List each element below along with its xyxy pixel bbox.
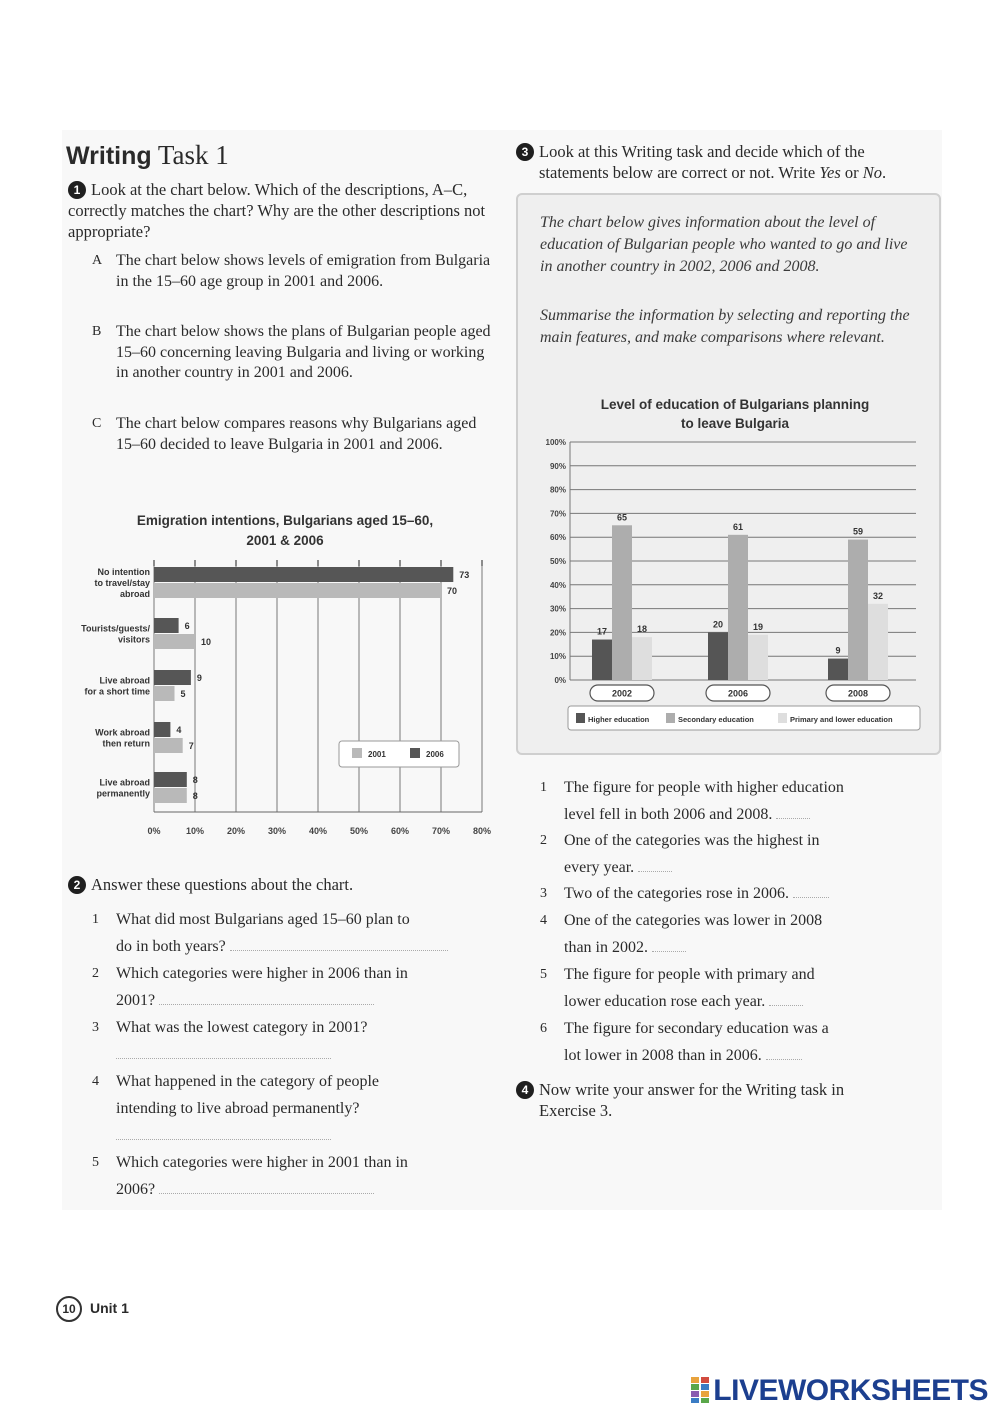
bar-value-label: 8	[192, 775, 198, 785]
question-text: What did most Bulgarians aged 15–60 plan to	[116, 911, 410, 928]
chart2-title	[560, 395, 910, 433]
y-tick-label: 30%	[549, 604, 566, 614]
y-tick-label: 80%	[549, 485, 566, 495]
y-tick-label: 90%	[549, 461, 566, 471]
chart1-title-line2: 2001 & 2006	[246, 533, 324, 548]
bar-value-label: 20	[712, 619, 724, 630]
statement-number: 6	[540, 1021, 547, 1036]
x-tick-label: 30%	[267, 826, 287, 836]
bar-2001	[154, 686, 175, 701]
option-b	[92, 322, 492, 384]
answer-blank[interactable]	[638, 861, 672, 872]
page-title	[66, 140, 229, 171]
question-text: What was the lowest category in 2001?	[116, 1019, 368, 1036]
bar-secondary-education	[848, 540, 868, 680]
answer-blank[interactable]	[159, 1183, 374, 1194]
chart1-title-line1: Emigration intentions, Bulgarians aged 15–60,	[136, 513, 434, 528]
question-5	[92, 1149, 492, 1203]
answer-blank[interactable]	[116, 1129, 331, 1140]
question-number: 4	[92, 1074, 99, 1089]
category-label: Live abroad	[99, 675, 150, 686]
category-label: for a short time	[84, 686, 150, 697]
category-label: Tourists/guests/	[81, 623, 150, 634]
option-c	[92, 414, 492, 455]
bar-value-label: 5	[180, 689, 186, 699]
x-tick-label: 80%	[472, 826, 492, 836]
x-tick-label: 20%	[226, 826, 246, 836]
statement-text: Two of the categories rose in 2006.	[564, 885, 790, 902]
statement-1	[540, 774, 940, 828]
unit-label: Unit 1	[90, 1300, 129, 1316]
answer-blank[interactable]	[769, 995, 803, 1006]
statement-text: lot lower in 2008 than in 2006.	[564, 1047, 762, 1064]
bar-value-label: 7	[188, 741, 194, 751]
question-text: intending to live abroad permanently?	[116, 1100, 360, 1117]
bar-primary-and-lower-education	[748, 635, 768, 680]
category-label: No intention	[97, 567, 150, 577]
bar-2006	[154, 722, 170, 737]
y-tick-label: 20%	[549, 628, 566, 638]
question-text: 2006?	[116, 1181, 156, 1198]
category-label: abroad	[119, 589, 150, 599]
liveworksheets-logo-icon	[691, 1377, 709, 1403]
bar-value-label: 9	[835, 645, 841, 656]
category-label: visitors	[117, 634, 150, 645]
bar-higher-education	[708, 632, 728, 680]
question-text: Which categories were higher in 2001 than in	[116, 1154, 408, 1171]
statement-text: The figure for secondary education was a	[564, 1020, 829, 1037]
question-2	[92, 960, 492, 1014]
answer-blank[interactable]	[116, 1048, 331, 1059]
exercise-3-number-icon: 3	[516, 143, 534, 161]
liveworksheets-logo[interactable]	[691, 1374, 988, 1408]
bar-2006	[154, 670, 191, 685]
exercise-3-text: .	[882, 163, 887, 182]
legend-label: 2006	[426, 750, 444, 759]
category-label: 2002	[611, 688, 633, 699]
chart2-title-line1: Level of education of Bulgarians planning	[600, 397, 870, 412]
option-letter: B	[92, 324, 102, 339]
answer-blank[interactable]	[652, 941, 686, 952]
bar-secondary-education	[728, 535, 748, 680]
answer-blank[interactable]	[159, 994, 374, 1005]
legend-swatch	[666, 713, 675, 723]
legend-swatch	[352, 748, 362, 758]
bar-higher-education	[592, 640, 612, 680]
bar-2006	[154, 567, 453, 582]
bar-2001	[154, 738, 183, 753]
category-label: 2008	[847, 688, 869, 699]
x-tick-label: 40%	[308, 826, 328, 836]
option-text: The chart below compares reasons why Bulgarians aged 15–60 decided to leave Bulgaria in 2001 and 2006.	[116, 415, 477, 453]
bar-value-label: 6	[184, 621, 190, 631]
bar-2001	[154, 788, 187, 803]
statement-text: The figure for people with higher education	[564, 779, 844, 796]
option-letter: A	[92, 253, 103, 268]
bar-value-label: 9	[196, 673, 202, 683]
question-1	[92, 906, 492, 960]
bar-value-label: 73	[459, 570, 470, 580]
exercise-3-instruction	[516, 141, 956, 183]
question-number: 5	[92, 1155, 99, 1170]
bar-2001	[154, 634, 195, 649]
legend-label: Secondary education	[678, 715, 754, 724]
y-tick-label: 40%	[549, 580, 566, 590]
exercise-1-instruction	[68, 179, 488, 242]
bar-2006	[154, 772, 187, 787]
task-paragraph-2: Summarise the information by selecting and reporting the main features, and make comparisons where relevant.	[540, 307, 910, 346]
statement-3	[540, 880, 940, 907]
title-task: Task 1	[157, 140, 229, 170]
bar-value-label: 4	[176, 725, 182, 735]
answer-blank[interactable]	[766, 1049, 802, 1060]
statement-text: One of the categories was the highest in	[564, 832, 820, 849]
bar-secondary-education	[612, 525, 632, 680]
question-number: 2	[92, 966, 99, 981]
option-a	[92, 251, 492, 292]
bar-2006	[154, 618, 179, 633]
x-tick-label: 60%	[390, 826, 410, 836]
statement-text: One of the categories was lower in 2008	[564, 912, 823, 929]
category-label: Work abroad	[95, 727, 150, 738]
question-text: What happened in the category of people	[116, 1073, 379, 1090]
page-number: 10	[56, 1296, 82, 1322]
task-paragraph-1: The chart below gives information about the level of education of Bulgarian people who wanted to go and live in another country in 2002, 2006 and 2008.	[540, 214, 908, 275]
chart2-title-line2: to leave Bulgaria	[680, 416, 790, 431]
question-text: 2001?	[116, 992, 156, 1009]
yes-word: Yes	[819, 163, 841, 182]
exercise-2-text: Answer these questions about the chart.	[91, 875, 354, 894]
legend-label: 2001	[368, 750, 386, 759]
bar-value-label: 10	[201, 637, 212, 647]
answer-blank[interactable]	[776, 808, 810, 819]
chart1-title	[95, 511, 475, 551]
statement-4	[540, 907, 940, 961]
option-text: The chart below shows the plans of Bulgarian people aged 15–60 concerning leaving Bulgaria and living or working in another country in 2001 and 2006.	[116, 323, 491, 381]
option-text: The chart below shows levels of emigration from Bulgaria in the 15–60 age group in 2001 and 2006.	[116, 252, 491, 290]
statement-5	[540, 961, 940, 1015]
bar-value-label: 8	[192, 791, 198, 801]
y-tick-label: 60%	[549, 533, 566, 543]
bar-value-label: 70	[447, 586, 458, 596]
y-tick-label: 70%	[549, 509, 566, 519]
bar-value-label: 19	[752, 621, 764, 632]
exercise-4-text: Now write your answer for the Writing task in	[539, 1080, 845, 1099]
bar-value-label: 32	[872, 590, 884, 601]
bar-value-label: 65	[616, 512, 628, 523]
y-tick-label: 100%	[545, 438, 566, 447]
option-letter: C	[92, 416, 102, 431]
question-3	[92, 1014, 492, 1068]
title-writing: Writing	[66, 142, 152, 170]
statement-text: than in 2002.	[564, 939, 648, 956]
statement-number: 1	[540, 780, 547, 795]
category-label: permanently	[96, 788, 150, 799]
statement-text: level fell in both 2006 and 2008.	[564, 806, 773, 823]
category-label: to travel/stay	[94, 578, 150, 588]
education-chart	[520, 432, 936, 742]
x-tick-label: 70%	[431, 826, 451, 836]
statement-2	[540, 827, 940, 881]
answer-blank[interactable]	[793, 887, 829, 898]
statement-number: 5	[540, 967, 547, 982]
exercise-4-text: Exercise 3.	[539, 1101, 613, 1120]
legend-swatch	[778, 713, 787, 723]
question-4	[92, 1068, 492, 1149]
statement-text: every year.	[564, 859, 635, 876]
category-label: Live abroad	[99, 777, 150, 788]
question-number: 1	[92, 912, 99, 927]
y-tick-label: 0%	[554, 676, 566, 685]
bar-value-label: 59	[852, 526, 864, 537]
bar-value-label: 18	[636, 624, 648, 635]
legend-swatch	[576, 713, 585, 723]
logo-text: LIVEWORKSHEETS	[713, 1374, 988, 1407]
emigration-chart	[62, 550, 502, 850]
bar-value-label: 17	[596, 626, 608, 637]
legend-label: Higher education	[588, 715, 650, 724]
question-text: do in both years?	[116, 938, 226, 955]
statement-number: 3	[540, 886, 547, 901]
category-label: 2006	[727, 688, 749, 699]
legend-label: Primary and lower education	[790, 715, 893, 724]
exercise-3-text: statements below are correct or not. Write	[539, 163, 820, 182]
exercise-2-number-icon: 2	[68, 876, 86, 894]
x-tick-label: 10%	[185, 826, 205, 836]
question-number: 3	[92, 1020, 99, 1035]
bar-value-label: 61	[732, 521, 744, 532]
exercise-3-text: Look at this Writing task and decide which of the	[539, 142, 865, 161]
exercise-2-instruction	[68, 874, 488, 895]
bar-primary-and-lower-education	[632, 637, 652, 680]
exercise-4-instruction	[516, 1079, 946, 1121]
question-text: Which categories were higher in 2006 than in	[116, 965, 408, 982]
bar-higher-education	[828, 659, 848, 680]
statement-number: 2	[540, 833, 547, 848]
bar-primary-and-lower-education	[868, 604, 888, 680]
exercise-1-number-icon: 1	[68, 181, 86, 199]
bar-2001	[154, 583, 441, 598]
x-tick-label: 50%	[349, 826, 369, 836]
x-tick-label: 0%	[147, 826, 161, 836]
exercise-3-text: or	[840, 163, 863, 182]
legend-swatch	[410, 748, 420, 758]
page-footer	[56, 1296, 129, 1322]
statement-text: The figure for people with primary and	[564, 966, 815, 983]
statement-text: lower education rose each year.	[564, 993, 766, 1010]
statement-6	[540, 1015, 940, 1069]
no-word: No	[862, 163, 883, 182]
exercise-4-number-icon: 4	[516, 1081, 534, 1099]
exercise-1-text: Look at the chart below. Which of the descriptions, A–C, correctly matches the chart? Why are the other descriptions not appropriate?	[68, 180, 486, 241]
statement-number: 4	[540, 913, 547, 928]
category-label: then return	[102, 738, 150, 749]
answer-blank[interactable]	[230, 940, 448, 951]
y-tick-label: 10%	[549, 652, 566, 662]
y-tick-label: 50%	[549, 557, 566, 566]
